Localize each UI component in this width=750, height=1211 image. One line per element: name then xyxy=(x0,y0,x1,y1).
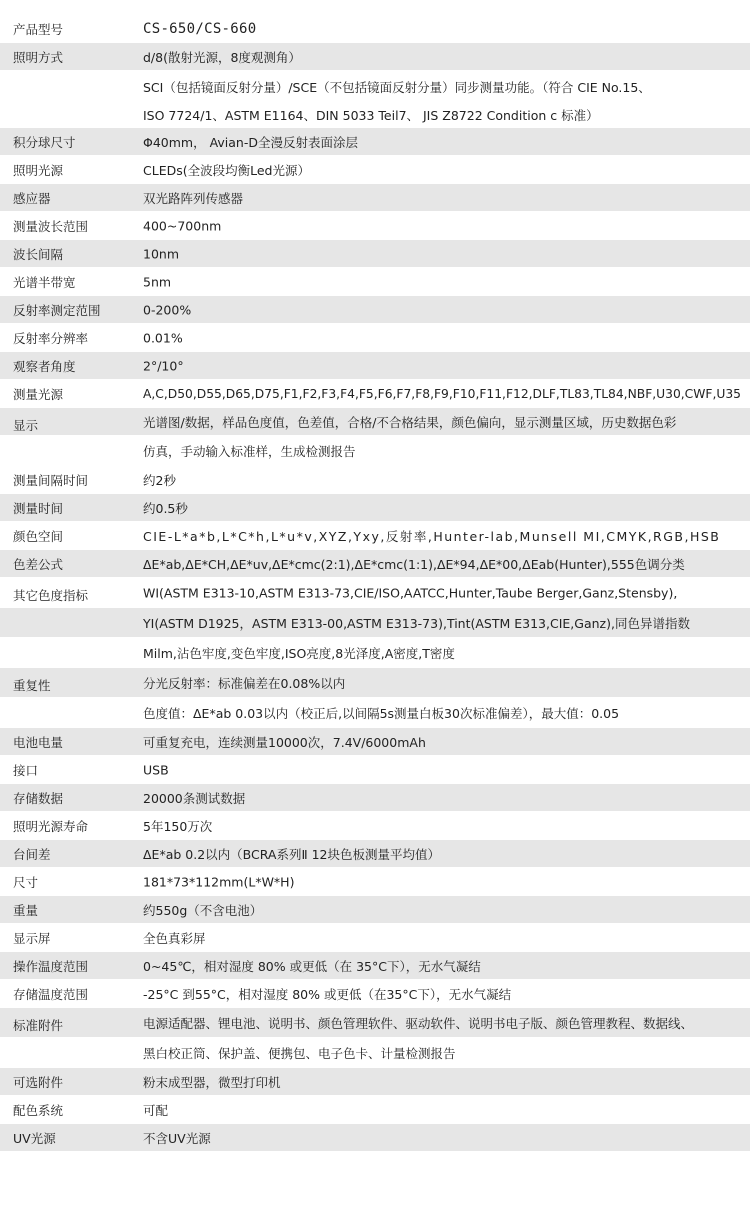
spec-row xyxy=(0,578,750,608)
spec-label: 操作温度范围 xyxy=(13,958,89,974)
spec-row xyxy=(0,184,750,212)
spec-row xyxy=(0,840,750,868)
spec-label: 感应器 xyxy=(13,190,51,206)
spec-label: 测量光源 xyxy=(13,386,64,402)
spec-value: 181*73*112mm(L*W*H) xyxy=(143,874,295,889)
spec-row xyxy=(0,408,750,436)
spec-value: 10nm xyxy=(143,246,180,261)
spec-value: -25°C 到55°C，相对湿度 80% 或更低（在35°C下），无水气凝结 xyxy=(143,986,512,1002)
spec-row-continuation xyxy=(0,71,750,103)
spec-row-continuation xyxy=(0,436,750,466)
spec-value: 可配 xyxy=(143,1102,169,1118)
spec-row xyxy=(0,212,750,240)
spec-label: 产品型号 xyxy=(13,21,64,37)
spec-label: 台间差 xyxy=(13,846,51,862)
spec-value: 电源适配器、锂电池、说明书、颜色管理软件、驱动软件、说明书电子版、颜色管理教程、数据线、 xyxy=(143,1015,694,1031)
spec-label: 存储数据 xyxy=(13,790,64,806)
spec-row xyxy=(0,380,750,408)
spec-value: 分光反射率：标准偏差在0.08%以内 xyxy=(143,675,346,691)
spec-value: 5nm xyxy=(143,274,172,289)
spec-value: 约0.5秒 xyxy=(143,500,188,516)
spec-value: 粉末成型器，微型打印机 xyxy=(143,1074,281,1090)
spec-row xyxy=(0,668,750,698)
spec-label: 重量 xyxy=(13,902,39,918)
spec-value: 0.01% xyxy=(143,330,183,345)
spec-row xyxy=(0,924,750,952)
spec-row xyxy=(0,1068,750,1096)
spec-value: 约550g（不含电池） xyxy=(143,902,263,918)
spec-label: 反射率分辨率 xyxy=(13,330,89,346)
spec-label: 其它色度指标 xyxy=(13,588,89,603)
spec-row xyxy=(0,980,750,1008)
spec-value: USB xyxy=(143,762,169,777)
spec-row-continuation xyxy=(0,638,750,668)
spec-value: ΔE*ab,ΔE*CH,ΔE*uv,ΔE*cmc(2:1),ΔE*cmc(1:1),ΔE*94,ΔE*00,ΔEab(Hunter),555色调分类 xyxy=(143,556,685,572)
spec-row xyxy=(0,324,750,352)
spec-value: YI(ASTM D1925，ASTM E313-00,ASTM E313-73),Tint(ASTM E313,CIE,Ganz),同色异谱指数 xyxy=(143,615,690,631)
spec-label: 反射率测定范围 xyxy=(13,302,101,318)
spec-label: 测量间隔时间 xyxy=(13,472,89,488)
spec-label: 显示屏 xyxy=(13,930,51,946)
spec-row xyxy=(0,728,750,756)
spec-row xyxy=(0,296,750,324)
spec-label: UV光源 xyxy=(13,1130,56,1146)
spec-row xyxy=(0,43,750,71)
spec-row xyxy=(0,1124,750,1152)
spec-label: 接口 xyxy=(13,762,39,778)
spec-row xyxy=(0,1096,750,1124)
spec-value: WI(ASTM E313-10,ASTM E313-73,CIE/ISO,AATCC,Hunter,Taube Berger,Ganz,Stensby), xyxy=(143,585,678,600)
spec-row-continuation xyxy=(0,698,750,728)
spec-label: 波长间隔 xyxy=(13,246,64,262)
spec-value: CIE-L*a*b,L*C*h,L*u*v,XYZ,Yxy,反射率,Hunter-lab,Munsell MI,CMYK,RGB,HSB xyxy=(143,528,721,544)
spec-label: 光谱半带宽 xyxy=(13,274,76,290)
spec-value: CLEDs(全波段均衡Led光源） xyxy=(143,162,310,178)
spec-value: 双光路阵列传感器 xyxy=(143,190,244,206)
spec-label: 尺寸 xyxy=(13,874,39,890)
spec-value: 全色真彩屏 xyxy=(143,930,206,946)
spec-value: ΔE*ab 0.2以内（BCRA系列Ⅱ 12块色板测量平均值） xyxy=(143,846,440,862)
spec-value: SCI（包括镜面反射分量）/SCE（不包括镜面反射分量）同步测量功能。（符合 CIE No.15、 xyxy=(143,79,651,95)
spec-row xyxy=(0,466,750,494)
spec-value: 不含UV光源 xyxy=(143,1130,211,1146)
spec-value: 20000条测试数据 xyxy=(143,790,246,806)
spec-label: 观察者角度 xyxy=(13,358,76,374)
spec-row xyxy=(0,1008,750,1038)
spec-value: 0-200% xyxy=(143,302,192,317)
spec-label: 电池电量 xyxy=(13,734,64,750)
spec-value: 光谱图/数据，样品色度值，色差值，合格/不合格结果，颜色偏向，显示测量区域，历史数据色彩 xyxy=(143,414,677,430)
spec-label: 积分球尺寸 xyxy=(13,134,76,150)
spec-value: 0~45℃，相对湿度 80% 或更低（在 35°C下），无水气凝结 xyxy=(143,958,481,974)
spec-label: 测量时间 xyxy=(13,500,64,516)
spec-row xyxy=(0,240,750,268)
spec-value: 约2秒 xyxy=(143,472,176,488)
spec-value: 2°/10° xyxy=(143,358,184,373)
spec-label: 测量波长范围 xyxy=(13,218,89,234)
spec-value: ISO 7724/1、ASTM E1164、DIN 5033 Teil7、 JIS Z8722 Condition c 标准） xyxy=(143,108,599,123)
spec-label: 照明光源 xyxy=(13,162,64,178)
spec-row xyxy=(0,268,750,296)
spec-value: d/8(散射光源，8度观测角） xyxy=(143,49,301,65)
spec-row xyxy=(0,522,750,550)
spec-row xyxy=(0,756,750,784)
spec-label: 存储温度范围 xyxy=(13,986,89,1002)
spec-row xyxy=(0,952,750,980)
spec-value: A,C,D50,D55,D65,D75,F1,F2,F3,F4,F5,F6,F7,F8,F9,F10,F11,F12,DLF,TL83,TL84,NBF,U30,CWF,U35 xyxy=(143,386,741,401)
spec-label: 照明方式 xyxy=(13,49,64,65)
spec-value: Φ40mm， Avian-D全漫反射表面涂层 xyxy=(143,134,358,150)
spec-label: 可选附件 xyxy=(13,1074,64,1090)
spec-row xyxy=(0,15,750,43)
spec-label: 颜色空间 xyxy=(13,528,64,544)
spec-row-continuation xyxy=(0,103,750,128)
spec-label: 色差公式 xyxy=(13,556,64,572)
spec-row-continuation xyxy=(0,608,750,638)
spec-row xyxy=(0,550,750,578)
spec-row xyxy=(0,868,750,896)
spec-row xyxy=(0,784,750,812)
spec-row xyxy=(0,156,750,184)
spec-value: Milm,沾色牢度,变色牢度,ISO亮度,8光泽度,A密度,T密度 xyxy=(143,645,455,661)
spec-label: 标准附件 xyxy=(13,1018,64,1033)
spec-value: 400~700nm xyxy=(143,218,222,233)
spec-label: 重复性 xyxy=(13,678,51,693)
spec-value: 色度值：ΔE*ab 0.03以内（校正后,以间隔5s测量白板30次标准偏差），最大值：0.05 xyxy=(143,705,620,721)
spec-row xyxy=(0,812,750,840)
spec-row xyxy=(0,896,750,924)
spec-label: 配色系统 xyxy=(13,1102,64,1118)
spec-row xyxy=(0,128,750,156)
spec-value: 黑白校正筒、保护盖、便携包、电子色卡、计量检测报告 xyxy=(143,1045,456,1061)
spec-value: 可重复充电，连续测量10000次，7.4V/6000mAh xyxy=(143,734,426,750)
spec-value: CS-650/CS-660 xyxy=(143,20,257,37)
spec-label: 照明光源寿命 xyxy=(13,818,89,834)
spec-value: 仿真，手动输入标准样，生成检测报告 xyxy=(143,443,356,459)
spec-row-continuation xyxy=(0,1038,750,1068)
spec-row xyxy=(0,494,750,522)
spec-label: 显示 xyxy=(13,418,39,433)
spec-value: 5年150万次 xyxy=(143,818,213,834)
spec-row xyxy=(0,352,750,380)
